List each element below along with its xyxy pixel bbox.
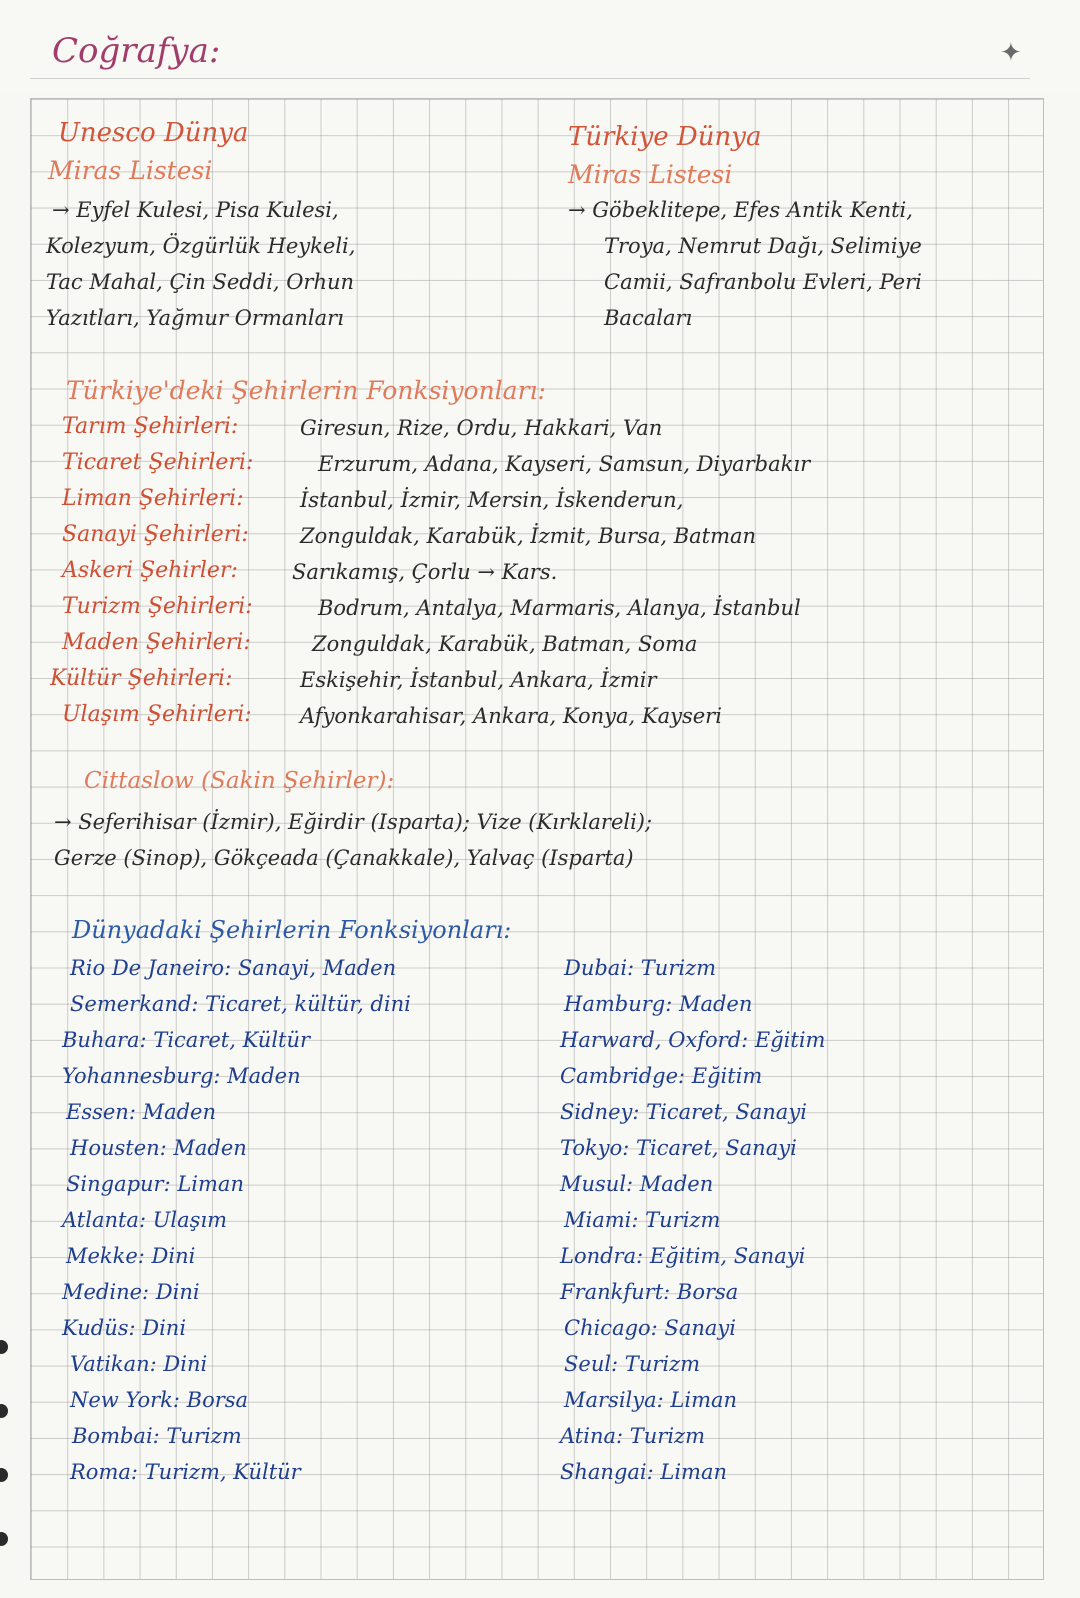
dunya-right-item: Marsilya: Liman [564, 1388, 738, 1412]
dunya-right-item: Seul: Turizm [564, 1352, 701, 1376]
dunya-right-item: Harward, Oxford: Eğitim [560, 1028, 826, 1052]
dunya-right-item: Hamburg: Maden [564, 992, 753, 1016]
dunya-left-item: Buhara: Ticaret, Kültür [62, 1028, 311, 1052]
unesco-line: Kolezyum, Özgürlük Heykeli, [46, 234, 356, 258]
kultur-value: Eskişehir, İstanbul, Ankara, İzmir [300, 668, 657, 692]
ticaret-value: Erzurum, Adana, Kayseri, Samsun, Diyarbakır [318, 452, 811, 476]
turkiye-miras-heading-line2: Miras Listesi [568, 160, 733, 189]
dunya-left-item: Vatikan: Dini [70, 1352, 208, 1376]
dunya-left-item: Mekke: Dini [66, 1244, 196, 1268]
cittaslow-line: → Seferihisar (İzmir), Eğirdir (Isparta); Vize (Kırklareli); [54, 810, 653, 834]
dunya-right-item: Londra: Eğitim, Sanayi [560, 1244, 806, 1268]
dunya-left-item: New York: Borsa [70, 1388, 249, 1412]
turizm-label: Turizm Şehirleri: [62, 594, 253, 619]
dunya-left-item: Yohannesburg: Maden [62, 1064, 301, 1088]
unesco-heading-line2: Miras Listesi [48, 156, 213, 185]
turkiye-miras-line: Bacaları [604, 306, 693, 330]
binder-hole-icon [0, 1404, 8, 1418]
dunya-right-item: Miami: Turizm [564, 1208, 721, 1232]
dunya-right-item: Chicago: Sanayi [564, 1316, 736, 1340]
cittaslow-heading: Cittaslow (Sakin Şehirler): [84, 768, 395, 794]
sanayi-value: Zonguldak, Karabük, İzmit, Bursa, Batman [300, 524, 757, 548]
turkiye-miras-heading-line1: Türkiye Dünya [568, 122, 762, 152]
dunya-left-item: Essen: Maden [66, 1100, 217, 1124]
askeri-value: Sarıkamış, Çorlu → Kars. [292, 560, 558, 584]
maden-label: Maden Şehirleri: [62, 630, 251, 655]
ticaret-label: Ticaret Şehirleri: [62, 450, 254, 475]
unesco-line: → Eyfel Kulesi, Pisa Kulesi, [52, 198, 339, 222]
liman-label: Liman Şehirleri: [62, 486, 244, 511]
turkiye-fonksiyon-heading: Türkiye'deki Şehirlerin Fonksiyonları: [66, 376, 546, 405]
binder-hole-icon [0, 1532, 8, 1546]
binder-hole-icon [0, 1340, 8, 1354]
dunya-right-item: Musul: Maden [560, 1172, 714, 1196]
dunya-right-item: Frankfurt: Borsa [560, 1280, 739, 1304]
dunya-right-item: Sidney: Ticaret, Sanayi [560, 1100, 807, 1124]
dunya-right-item: Tokyo: Ticaret, Sanayi [560, 1136, 797, 1160]
dunya-left-item: Medine: Dini [62, 1280, 200, 1304]
dunya-right-item: Cambridge: Eğitim [560, 1064, 763, 1088]
turkiye-miras-line: Camii, Safranbolu Evleri, Peri [604, 270, 922, 294]
binder-hole-icon [0, 1468, 8, 1482]
binder-holes [0, 1340, 14, 1598]
dunya-left-item: Semerkand: Ticaret, kültür, dini [70, 992, 411, 1016]
dunya-right-item: Dubai: Turizm [564, 956, 717, 980]
unesco-line: Yazıtları, Yağmur Ormanları [46, 306, 344, 330]
sanayi-label: Sanayi Şehirleri: [62, 522, 249, 547]
page-title: Coğrafya: [52, 31, 221, 71]
dunya-fonksiyon-heading: Dünyadaki Şehirlerin Fonksiyonları: [72, 916, 512, 944]
ulasim-value: Afyonkarahisar, Ankara, Konya, Kayseri [300, 704, 722, 728]
unesco-heading-line1: Unesco Dünya [58, 118, 249, 148]
cittaslow-line: Gerze (Sinop), Gökçeada (Çanakkale), Yalvaç (Isparta) [54, 846, 634, 870]
tarim-value: Giresun, Rize, Ordu, Hakkari, Van [300, 416, 663, 440]
turkiye-miras-line: Troya, Nemrut Dağı, Selimiye [604, 234, 922, 258]
maden-value: Zonguldak, Karabük, Batman, Soma [312, 632, 698, 656]
tarim-label: Tarım Şehirleri: [62, 414, 239, 439]
liman-value: İstanbul, İzmir, Mersin, İskenderun, [300, 488, 684, 512]
askeri-label: Askeri Şehirler: [62, 558, 238, 583]
dunya-left-item: Singapur: Liman [66, 1172, 244, 1196]
turizm-value: Bodrum, Antalya, Marmaris, Alanya, İstanbul [318, 596, 801, 620]
header-rule [30, 78, 1030, 79]
turkiye-miras-line: → Göbeklitepe, Efes Antik Kenti, [568, 198, 913, 222]
kultur-label: Kültür Şehirleri: [50, 666, 233, 691]
dunya-right-item: Atina: Turizm [560, 1424, 706, 1448]
dunya-right-item: Shangai: Liman [560, 1460, 728, 1484]
dunya-left-item: Roma: Turizm, Kültür [70, 1460, 301, 1484]
dunya-left-item: Kudüs: Dini [62, 1316, 187, 1340]
dunya-left-item: Rio De Janeiro: Sanayi, Maden [70, 956, 397, 980]
dunya-left-item: Housten: Maden [70, 1136, 247, 1160]
unesco-line: Tac Mahal, Çin Seddi, Orhun [46, 270, 355, 294]
dunya-left-item: Bombai: Turizm [72, 1424, 242, 1448]
ulasim-label: Ulaşım Şehirleri: [62, 702, 252, 727]
dunya-left-item: Atlanta: Ulaşım [62, 1208, 228, 1232]
sparkle-doodle-icon: ✦ [1000, 38, 1022, 68]
